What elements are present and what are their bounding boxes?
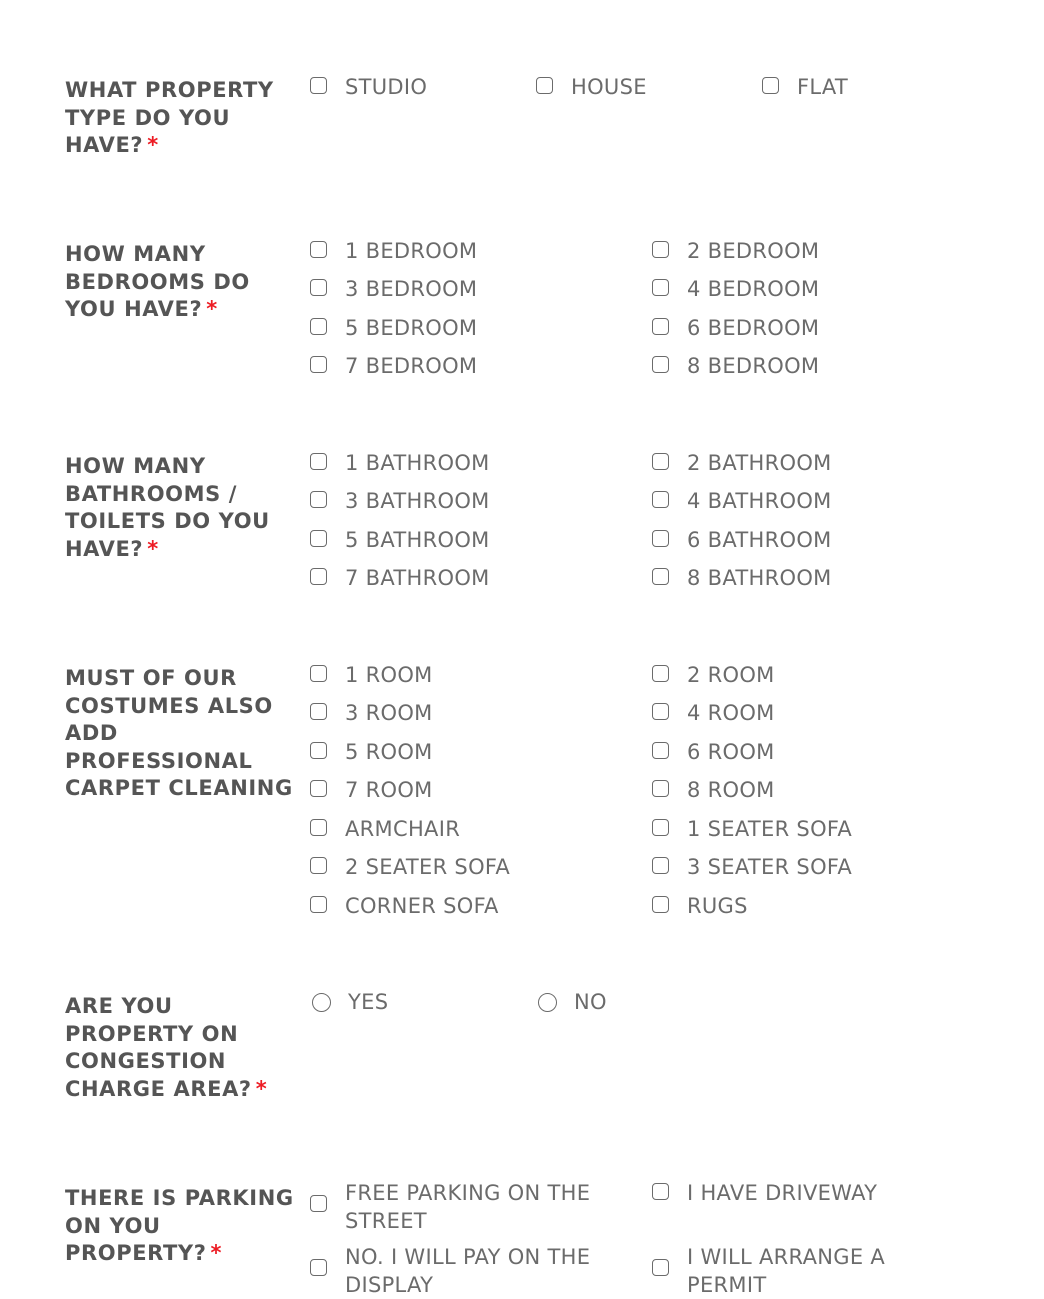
option-label: 4 BATHROOM [687, 489, 832, 513]
checkbox-icon[interactable] [652, 1259, 669, 1276]
option-4-bedroom[interactable] [652, 275, 819, 303]
option-label: 1 SEATER SOFA [687, 817, 853, 841]
option-label: 6 ROOM [687, 740, 775, 764]
checkbox-icon[interactable] [310, 77, 327, 94]
checkbox-icon[interactable] [310, 241, 327, 258]
option-rugs[interactable] [652, 892, 748, 920]
option-2-seater-sofa[interactable] [310, 853, 510, 881]
option-free-parking-street[interactable] [310, 1179, 625, 1235]
option-3-bedroom[interactable] [310, 275, 477, 303]
option-6-bathroom[interactable] [652, 526, 832, 554]
option-label: STUDIO [345, 75, 428, 99]
option-6-room[interactable] [652, 738, 775, 766]
bathrooms-section [65, 453, 1025, 603]
bedrooms-section [65, 241, 1025, 391]
congestion-section [65, 990, 1025, 1113]
option-1-room[interactable] [310, 661, 433, 689]
bedrooms-label [65, 241, 295, 324]
checkbox-icon[interactable] [652, 453, 669, 470]
option-label: 2 BATHROOM [687, 451, 832, 475]
carpet-cleaning-label [65, 665, 295, 803]
radio-icon[interactable] [312, 993, 331, 1012]
option-label: HOUSE [571, 75, 647, 99]
checkbox-icon[interactable] [762, 77, 779, 94]
checkbox-icon[interactable] [310, 453, 327, 470]
checkbox-icon[interactable] [536, 77, 553, 94]
parking-section [65, 1181, 1025, 1297]
required-asterisk: * [206, 297, 218, 321]
checkbox-icon[interactable] [310, 896, 327, 913]
checkbox-icon[interactable] [310, 530, 327, 547]
checkbox-icon[interactable] [310, 568, 327, 585]
option-no[interactable] [538, 988, 607, 1016]
checkbox-icon[interactable] [310, 1195, 327, 1212]
checkbox-icon[interactable] [310, 279, 327, 296]
checkbox-icon[interactable] [652, 896, 669, 913]
question-text: THERE IS PARKING ON YOU PROPERTY? [65, 1186, 294, 1265]
option-label: 1 BATHROOM [345, 451, 490, 475]
radio-icon[interactable] [538, 993, 557, 1012]
property-type-section [65, 77, 1025, 177]
option-label: 7 BATHROOM [345, 566, 490, 590]
option-1-bathroom[interactable] [310, 449, 490, 477]
option-3-seater-sofa[interactable] [652, 853, 852, 881]
option-label: NO. I WILL PAY ON THE DISPLAY [345, 1245, 591, 1297]
question-text: MUST OF OUR COSTUMES ALSO ADD PROFESSIONAL CARPET CLEANING [65, 666, 293, 800]
option-label: NO [574, 990, 607, 1014]
option-label: 2 SEATER SOFA [345, 855, 511, 879]
checkbox-icon[interactable] [310, 491, 327, 508]
option-house[interactable] [536, 73, 647, 101]
checkbox-icon[interactable] [652, 530, 669, 547]
option-8-bathroom[interactable] [652, 564, 832, 592]
option-5-bathroom[interactable] [310, 526, 490, 554]
checkbox-icon[interactable] [652, 780, 669, 797]
option-label: CORNER SOFA [345, 894, 499, 918]
option-3-room[interactable] [310, 699, 433, 727]
option-studio[interactable] [310, 73, 427, 101]
question-text: HOW MANY BEDROOMS DO YOU HAVE? [65, 242, 250, 321]
congestion-label [65, 993, 295, 1103]
checkbox-icon[interactable] [652, 568, 669, 585]
checkbox-icon[interactable] [652, 356, 669, 373]
option-label: 3 SEATER SOFA [687, 855, 853, 879]
option-1-bedroom[interactable] [310, 237, 477, 265]
checkbox-icon[interactable] [652, 241, 669, 258]
option-label: 7 ROOM [345, 778, 433, 802]
option-label: 3 BEDROOM [345, 277, 478, 301]
required-asterisk: * [210, 1241, 223, 1265]
option-flat[interactable] [762, 73, 848, 101]
option-4-bathroom[interactable] [652, 487, 832, 515]
option-label: 2 BEDROOM [687, 239, 820, 263]
option-5-bedroom[interactable] [310, 314, 477, 342]
checkbox-icon[interactable] [652, 318, 669, 335]
option-label: 4 BEDROOM [687, 277, 820, 301]
option-label: 7 BEDROOM [345, 354, 478, 378]
option-label: 8 ROOM [687, 778, 775, 802]
option-label: 5 BEDROOM [345, 316, 478, 340]
option-7-bathroom[interactable] [310, 564, 490, 592]
option-label: 6 BEDROOM [687, 316, 820, 340]
checkbox-icon[interactable] [652, 819, 669, 836]
option-3-bathroom[interactable] [310, 487, 490, 515]
option-label: 1 BEDROOM [345, 239, 478, 263]
option-label: FLAT [797, 75, 849, 99]
checkbox-icon[interactable] [652, 703, 669, 720]
checkbox-icon[interactable] [652, 1183, 669, 1200]
option-label: 2 ROOM [687, 663, 775, 687]
checkbox-icon[interactable] [310, 857, 327, 874]
checkbox-icon[interactable] [310, 356, 327, 373]
bathrooms-label [65, 453, 295, 563]
carpet-cleaning-section [65, 665, 1025, 925]
option-label: 8 BEDROOM [687, 354, 820, 378]
checkbox-icon[interactable] [652, 491, 669, 508]
checkbox-icon[interactable] [652, 665, 669, 682]
option-1-seater-sofa[interactable] [652, 815, 852, 843]
required-asterisk: * [147, 133, 159, 157]
option-5-room[interactable] [310, 738, 433, 766]
option-corner-sofa[interactable] [310, 892, 499, 920]
option-6-bedroom[interactable] [652, 314, 819, 342]
option-pay-on-display[interactable] [310, 1243, 625, 1299]
option-label: 5 ROOM [345, 740, 433, 764]
option-label: YES [348, 990, 389, 1014]
property-type-label [65, 77, 295, 160]
option-4-room[interactable] [652, 699, 775, 727]
option-yes[interactable] [312, 988, 388, 1016]
question-text: HOW MANY BATHROOMS / TOILETS DO YOU HAVE? [65, 454, 270, 561]
option-label: 4 ROOM [687, 701, 775, 725]
checkbox-icon[interactable] [310, 819, 327, 836]
option-label: I HAVE DRIVEWAY [687, 1181, 878, 1205]
option-label: 8 BATHROOM [687, 566, 832, 590]
option-2-bedroom[interactable] [652, 237, 819, 265]
checkbox-icon[interactable] [652, 279, 669, 296]
checkbox-icon[interactable] [310, 665, 327, 682]
option-2-bathroom[interactable] [652, 449, 832, 477]
option-label: 6 BATHROOM [687, 528, 832, 552]
option-label: 3 ROOM [345, 701, 433, 725]
option-label: ARMCHAIR [345, 817, 461, 841]
checkbox-icon[interactable] [310, 780, 327, 797]
question-text: ARE YOU PROPERTY ON CONGESTION CHARGE AREA? [65, 994, 252, 1101]
option-7-bedroom[interactable] [310, 352, 477, 380]
option-label: 5 BATHROOM [345, 528, 490, 552]
option-2-room[interactable] [652, 661, 775, 689]
required-asterisk: * [147, 536, 159, 561]
parking-label [65, 1185, 295, 1268]
checkbox-icon[interactable] [310, 703, 327, 720]
checkbox-icon[interactable] [310, 742, 327, 759]
option-label: FREE PARKING ON THE STREET [345, 1181, 591, 1233]
option-label: 1 ROOM [345, 663, 433, 687]
option-label: I WILL ARRANGE A PERMIT [687, 1245, 886, 1297]
option-arrange-permit[interactable] [652, 1243, 927, 1299]
checkbox-icon[interactable] [310, 318, 327, 335]
option-8-room[interactable] [652, 776, 775, 804]
question-text: WHAT PROPERTY TYPE DO YOU HAVE? [65, 78, 274, 157]
option-7-room[interactable] [310, 776, 433, 804]
option-label: 3 BATHROOM [345, 489, 490, 513]
option-armchair[interactable] [310, 815, 460, 843]
option-driveway[interactable] [652, 1179, 877, 1207]
checkbox-icon[interactable] [652, 857, 669, 874]
checkbox-icon[interactable] [310, 1259, 327, 1276]
required-asterisk: * [255, 1076, 268, 1101]
checkbox-icon[interactable] [652, 742, 669, 759]
option-8-bedroom[interactable] [652, 352, 819, 380]
option-label: RUGS [687, 894, 748, 918]
